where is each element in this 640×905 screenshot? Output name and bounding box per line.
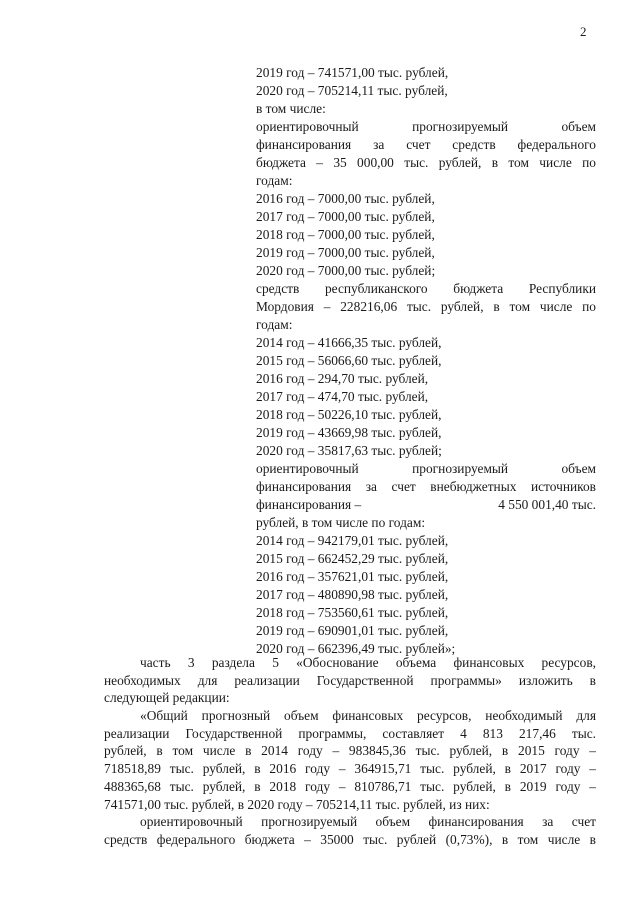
funding-line: рублей, в том числе по годам: [256, 515, 426, 530]
funding-line: Мордовия – 228216,06 тыс. рублей, в том числе по [256, 299, 596, 314]
funding-line: 2019 год – 7000,00 тыс. рублей, [256, 245, 435, 260]
funding-line-amount: 4 550 001,40 тыс. [498, 497, 596, 512]
body-line: «Общий прогнозный объем финансовых ресурсов, необходимый для [140, 708, 596, 724]
body-line: необходимых для реализации Государственной программы» изложить в [104, 672, 596, 688]
funding-line: 2018 год – 7000,00 тыс. рублей, [256, 227, 435, 242]
funding-line: 2014 год – 942179,01 тыс. рублей, [256, 533, 449, 548]
funding-column [256, 64, 596, 658]
funding-line: 2019 год – 741571,00 тыс. рублей, [256, 65, 449, 80]
funding-line: 2015 год – 56066,60 тыс. рублей, [256, 353, 442, 368]
body-line: 718518,89 тыс. рублей, в 2016 году – 364915,71 тыс. рублей, в 2017 году – [104, 761, 596, 777]
funding-line: 2016 год – 7000,00 тыс. рублей, [256, 191, 435, 206]
funding-line: 2017 год – 480890,98 тыс. рублей, [256, 587, 449, 602]
funding-line: финансирования за счет средств федерального [256, 137, 596, 152]
page-number: 2 [580, 24, 587, 39]
funding-line: 2020 год – 35817,63 тыс. рублей; [256, 443, 442, 458]
funding-line: 2018 год – 50226,10 тыс. рублей, [256, 407, 442, 422]
body-line: следующей редакции: [104, 690, 230, 706]
funding-line: 2016 год – 357621,01 тыс. рублей, [256, 569, 449, 584]
body-line: 741571,00 тыс. рублей, в 2020 году – 705214,11 тыс. рублей, из них: [104, 796, 490, 812]
funding-line: в том числе: [256, 101, 326, 116]
body-line: реализации Государственной программы, составляет 4 813 217,46 тыс. [104, 725, 596, 741]
body-line: средств федерального бюджета – 35000 тыс. рублей (0,73%), в том числе в [104, 831, 596, 847]
body-line: часть 3 раздела 5 «Обоснование объема финансовых ресурсов, [140, 655, 596, 670]
funding-line: финансирования за счет внебюджетных источников [256, 479, 596, 494]
funding-line: 2017 год – 7000,00 тыс. рублей, [256, 209, 435, 224]
funding-line [256, 496, 596, 514]
body-line: 488365,68 тыс. рублей, в 2018 году – 810786,71 тыс. рублей, в 2019 году – [104, 778, 596, 794]
funding-line: 2017 год – 474,70 тыс. рублей, [256, 389, 429, 404]
funding-line-label: финансирования – [256, 497, 362, 512]
funding-line: годам: [256, 173, 293, 188]
funding-line: 2018 год – 753560,61 тыс. рублей, [256, 605, 449, 620]
funding-line: 2019 год – 690901,01 тыс. рублей, [256, 623, 449, 638]
funding-line: средств республиканского бюджета Республики [256, 281, 596, 296]
funding-line: 2020 год – 705214,11 тыс. рублей, [256, 83, 448, 98]
funding-line: годам: [256, 317, 293, 332]
body-text [104, 654, 596, 849]
funding-line: 2020 год – 662396,49 тыс. рублей»; [256, 641, 456, 656]
funding-line: бюджета – 35 000,00 тыс. рублей, в том числе по [256, 155, 596, 170]
body-line: рублей, в том числе в 2014 году – 983845,36 тыс. рублей, в 2015 году – [104, 743, 596, 759]
funding-line: 2016 год – 294,70 тыс. рублей, [256, 371, 429, 386]
funding-line: 2015 год – 662452,29 тыс. рублей, [256, 551, 449, 566]
funding-line: 2014 год – 41666,35 тыс. рублей, [256, 335, 442, 350]
funding-line: ориентировочный прогнозируемый объем [256, 119, 596, 134]
body-line: ориентировочный прогнозируемый объем финансирования за счет [140, 814, 596, 830]
funding-line: ориентировочный прогнозируемый объем [256, 461, 596, 476]
funding-line: 2019 год – 43669,98 тыс. рублей, [256, 425, 442, 440]
funding-line: 2020 год – 7000,00 тыс. рублей; [256, 263, 436, 278]
